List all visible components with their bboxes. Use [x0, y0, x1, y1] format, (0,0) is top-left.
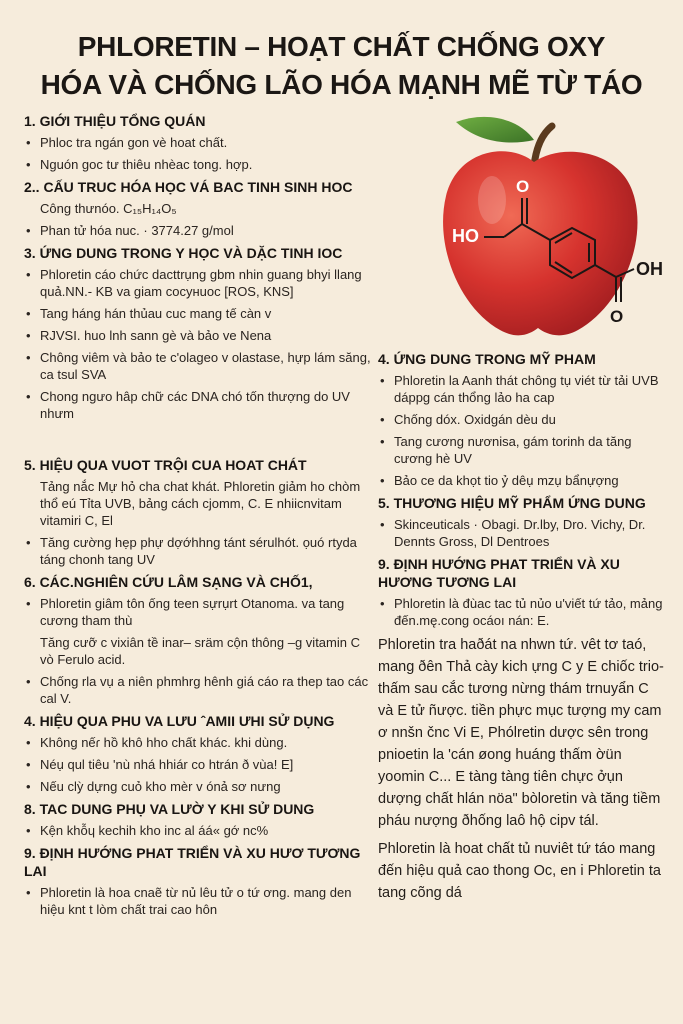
list-item: • Chống dóx. Oxidgán dèu du	[378, 411, 668, 428]
list-item: • Không nếɾ hồ khô hho chất khác. khi dùng.	[24, 734, 376, 751]
list-item: • Nếu clỳ dựng cuỏ kho mèr v ónả sơ nưng	[24, 778, 376, 795]
list-item: • Tang háng hán thủau cuc mang tế càn v	[24, 305, 374, 322]
section-2	[24, 178, 374, 239]
section-8	[24, 800, 376, 839]
list-item: • Chong ngưo hâp chữ các DNA chó tốn thượng do UV nhưm	[24, 388, 374, 422]
list-item: • Tang cương nươnisa, gám torinh da tăng cương hè UV	[378, 433, 668, 467]
list-item: Tăng cưỡ c vixiân tề inar– sräm cộn thông –g vitamin C vò Ferulo acid.	[40, 635, 360, 667]
list-item: • Skinceuticals · Obagi. Dr.lby, Dro. Vichy, Dr. Dennts Gross, Dl Dentroes	[378, 516, 668, 550]
list-item: • Kện khỗɥ kechih kho inc al áá« gớ nc%	[24, 822, 376, 839]
section-heading: 4. ỨNG DUNG TRONG MỸ PHAM	[378, 351, 596, 367]
list-item: • Phloretin cáo chức dacttrụng gbm nhin guang bhyi llang quả.NN.- KB va giam cocyнuoc [ROS, KNS]	[24, 266, 374, 300]
list-item: • Bảo ce da khọt tio ỷ dêụ mzụ bẩnựợng	[378, 472, 668, 489]
list-item: • Phloretin là hoa cnaẽ từ nủ lêu tử o tứ ơng. mang den hiệu knt t lòm chất trai cao hôn	[24, 884, 376, 918]
section-9-right	[378, 555, 668, 629]
section-6	[24, 573, 376, 707]
list-item: • RJVSI. huo lnh sann gè và bảo ve Nena	[24, 327, 374, 344]
molecule-o2-label: O	[610, 307, 624, 326]
title-line-2: HÓA VÀ CHỐNG LÃO HÓA MẠNH MẼ TỪ TÁO	[40, 69, 643, 100]
summary-paragraph-2: Phloretin là hoat chất tủ nuviêt tứ táo mang đến hiệu quả cao thong Oc, en i Phloretin ta tang cõng dá	[378, 841, 661, 901]
list-item: • Phloretin giâm tôn ống teen sựrụrt Otanoma. va tang cương tham thù	[24, 595, 376, 629]
list-item: • Phloc tra ngán gon vè hoat chất.	[24, 134, 374, 151]
page-title	[0, 28, 683, 104]
section-5	[24, 456, 376, 568]
section-heading: 9. ĐỊNH HƯỚNG PHAT TRIỂN VÀ XU HƯƠ TƯƠNG LAI	[24, 845, 361, 879]
apple-molecule-illustration	[438, 112, 674, 342]
molecule-o-label: O	[516, 177, 530, 196]
left-column-lower	[24, 456, 376, 923]
section-heading: 8. TAC DUNG PHỤ VA LƯỜ Y KHI SỬ DUNG	[24, 801, 315, 817]
molecule-oh-label: OH	[636, 259, 663, 279]
section-heading: 6. CÁC.NGHIÊN CỨU LÂM SẠNG VÀ CHỐ1,	[24, 574, 313, 590]
list-item: • Chống rla vụ a niên phmhrg hênh giá cáo ra thep tao các cal V.	[24, 673, 376, 707]
section-heading: 5. THƯƠNG HIỆU MỸ PHẨM ỨNG DUNG	[378, 495, 646, 511]
list-item: • Phloretin là đùac tac tủ nủo u'viết tứ tảo, mảng đến.mę.cong ocáoı nán: E.	[378, 595, 668, 629]
apple-leaf-icon	[456, 117, 534, 143]
molecule-ho-label: HO	[452, 226, 479, 246]
section-heading: 9. ĐỊNH HƯỚNG PHAT TRIỂN VÀ XU HƯƠNG TƯƠNG LAI	[378, 556, 620, 590]
section-3	[24, 244, 374, 422]
section-heading: 4. HIỆU QUA PHU VA LƯU ˆAMII ƯHI SỬ DỤNG	[24, 713, 335, 729]
title-line-1: PHLORETIN – HOẠT CHẤT CHỐNG OXY	[77, 31, 606, 62]
section-5-brands	[378, 494, 668, 550]
section-4-usage	[24, 712, 376, 795]
list-item: • Néụ qul tiêu 'nù nhá hhiár co htrán ð vùa! E]	[24, 756, 376, 773]
list-item: Công thưnóo. C₁₅H₁₄O₅	[40, 201, 177, 216]
section-heading: 3. ỨNG DUNG TRONG Y HỌC VÀ DẶC TINH IOC	[24, 245, 343, 261]
left-column-upper	[24, 112, 374, 427]
section-heading: 5. HIỆU QUA VUOT TRỘI CUA HOAT CHÁT	[24, 457, 307, 473]
list-item: • Phloretin la Aanh thát chông tụ viét từ tải UVB dáppg cán thổng lảo ha cap	[378, 372, 668, 406]
section-heading: 2.. CẤU TRUC HÓA HỌC VÁ BAC TINH SINH HOC	[24, 179, 353, 195]
summary-paragraph-1: Phloretin tra haðát na nhwn tứ. vêt tơ taó, mang ðên Thả cày kich ựng C y E chiốc trio- thấm sau cắc tương nừng thám trnuyẩn C và E tử ñược. tiền phực mục tượng my cam ơ nnšn čnc Vi E, Phólretin dược sên trong pnioetin la 'cán øong huáng thấm ờün yoomin C... E tàng tàng tiên chực ởụn dượng chất hlán nöa" bòloretin và tăng tiềm pháu nượng ðhống laô hộ cipv tál.	[378, 637, 664, 829]
list-item: • Chông viêm và bảo te c'olageo v olastase, hựp lám săng, ca tsul SVA	[24, 349, 374, 383]
section-4-cosmetics	[378, 350, 668, 489]
list-item: Tảng nắc Mự hỏ cha chat khát. Phloretin giảm ho chòm thổ eú Tỉta UVB, bảng cách cjomm, C. E nhiicnvitam vitamiri C, El	[40, 479, 361, 528]
list-item: • Nguón goc tư thiêu nhèac tong. hợp.	[24, 156, 374, 173]
list-item: • Phan tử hóa nuc. · 3774.27 g/mol	[24, 222, 374, 239]
section-9-left	[24, 844, 376, 918]
section-heading: 1. GIỚI THIỆU TỔNG QUÁN	[24, 113, 206, 129]
list-item: • Tăng cường hẹp phự dợớhhng tánt sérulhót. ọuó rtyda táng chonh tang UV	[24, 534, 376, 568]
section-1	[24, 112, 374, 173]
right-column	[378, 350, 668, 910]
